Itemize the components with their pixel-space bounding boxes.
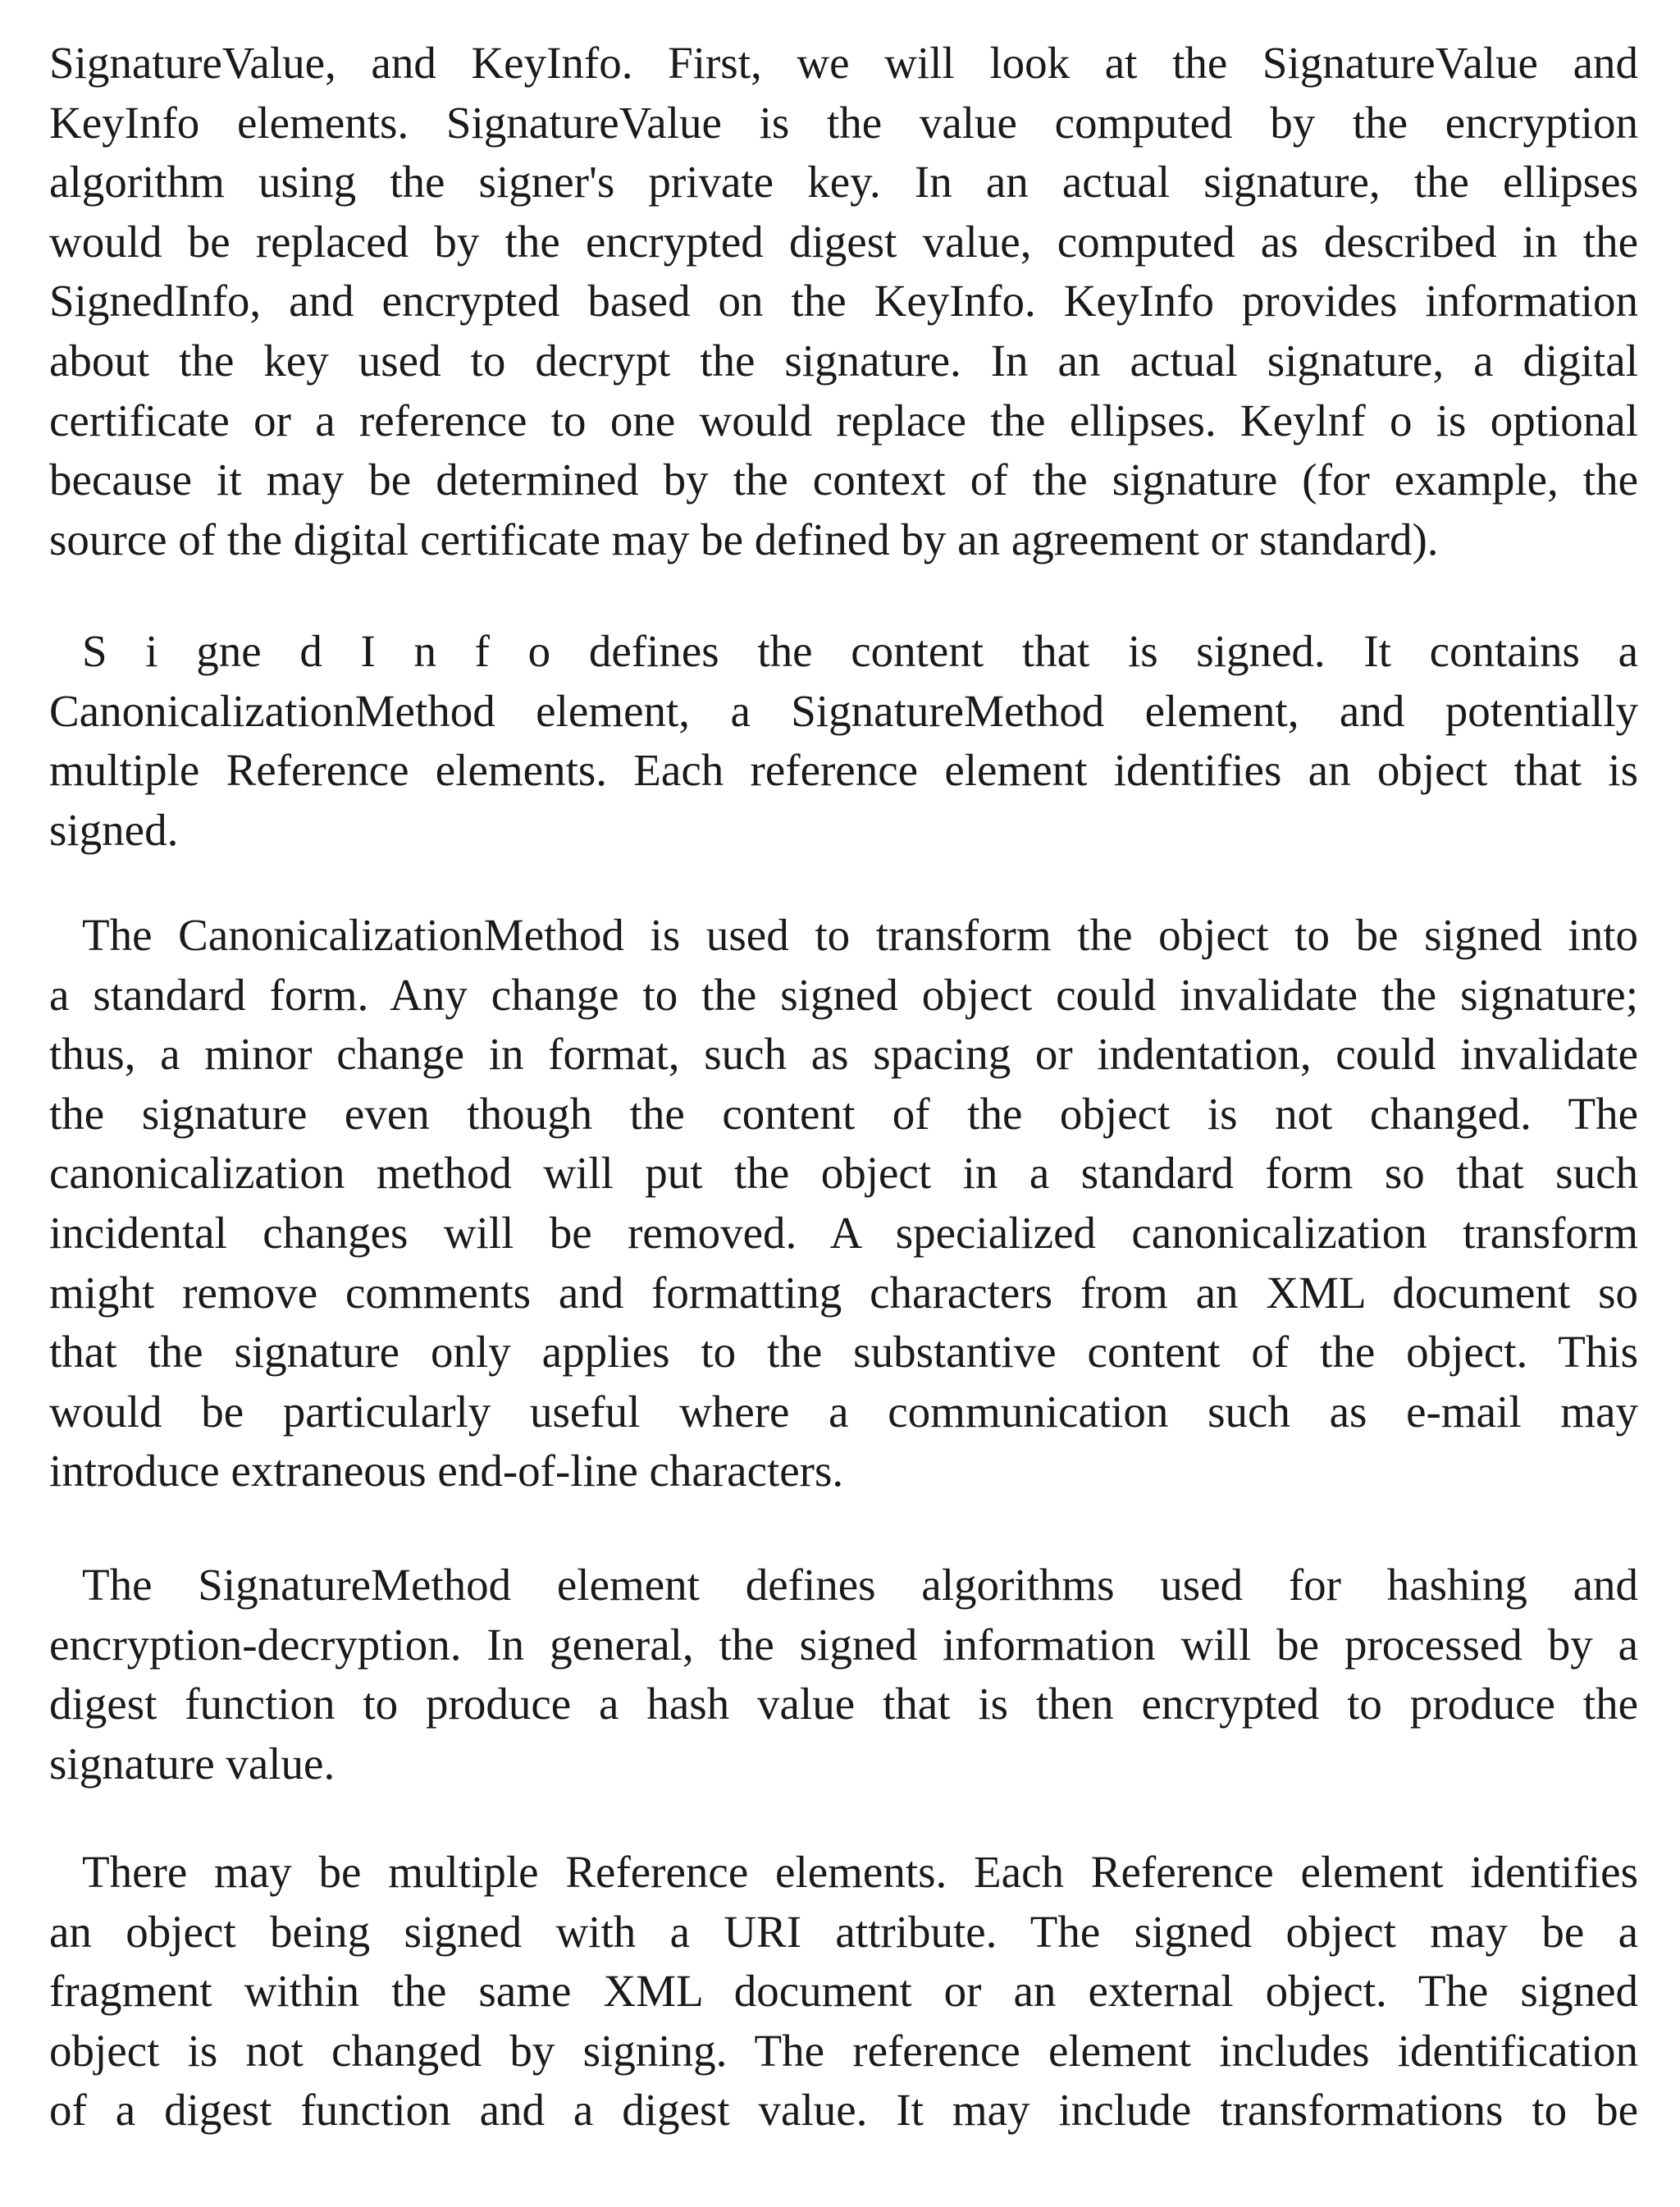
text-line: would be particularly useful where a communication such as e-mail may: [49, 1386, 1638, 1437]
text-line: object is not changed by signing. The reference element includes identification: [49, 2025, 1638, 2076]
text-line: The SignatureMethod element defines algorithms used for hashing and: [82, 1560, 1638, 1610]
text-line: multiple Reference elements. Each reference element identifies an object that is: [49, 745, 1638, 796]
text-line: thus, a minor change in format, such as spacing or indentation, could invalidate: [49, 1029, 1638, 1080]
text-line: algorithm using the signer's private key. In an actual signature, the ellipses: [49, 157, 1638, 208]
text-line: signed.: [49, 804, 179, 855]
text-line: SignedInfo, and encrypted based on the KeyInfo. KeyInfo provides information: [49, 276, 1638, 327]
text-line: The CanonicalizationMethod is used to transform the object to be signed into: [82, 910, 1638, 960]
paragraph: [49, 34, 1638, 569]
text-line: certificate or a reference to one would replace the ellipses. Keylnf o is optional: [49, 395, 1638, 446]
text-line: an object being signed with a URI attribute. The signed object may be a: [49, 1906, 1638, 1957]
text-line: canonicalization method will put the object in a standard form so that such: [49, 1148, 1638, 1199]
text-line: introduce extraneous end-of-line characters.: [49, 1446, 844, 1496]
text-line: the signature even though the content of the object is not changed. The: [49, 1088, 1638, 1139]
text-line: might remove comments and formatting characters from an XML document so: [49, 1267, 1638, 1318]
text-line: that the signature only applies to the substantive content of the object. This: [49, 1327, 1638, 1378]
text-line: source of the digital certificate may be defined by an agreement or standard).: [49, 514, 1439, 564]
text-line: S i gne d I n f o defines the content that is signed. It contains a: [82, 626, 1638, 676]
text-line: KeyInfo elements. SignatureValue is the value computed by the encryption: [49, 97, 1638, 148]
text-line: signature value.: [49, 1738, 336, 1789]
text-line: SignatureValue, and KeyInfo. First, we will look at the SignatureValue and: [49, 38, 1638, 88]
text-line: encryption-decryption. In general, the signed information will be processed by a: [49, 1619, 1638, 1670]
text-line: about the key used to decrypt the signature. In an actual signature, a digital: [49, 335, 1638, 386]
text-line: fragment within the same XML document or an external object. The signed: [49, 1966, 1638, 2017]
text-line: would be replaced by the encrypted digest value, computed as described in the: [49, 216, 1638, 267]
paragraph: [49, 1556, 1638, 1793]
text-line: There may be multiple Reference elements. Each Reference element identifies: [82, 1847, 1638, 1897]
text-line: digest function to produce a hash value that is then encrypted to produce the: [49, 1679, 1638, 1730]
text-line: incidental changes will be removed. A specialized canonicalization transform: [49, 1207, 1638, 1258]
paragraph: [49, 906, 1638, 1501]
text-line: of a digest function and a digest value. It may include transformations to be: [49, 2085, 1638, 2136]
paragraph: [49, 622, 1638, 860]
text-line: CanonicalizationMethod element, a SignatureMethod element, and potentially: [49, 685, 1638, 736]
paragraph: [49, 1843, 1638, 2141]
text-line: because it may be determined by the context of the signature (for example, the: [49, 455, 1638, 505]
text-line: a standard form. Any change to the signed object could invalidate the signature;: [49, 969, 1638, 1020]
